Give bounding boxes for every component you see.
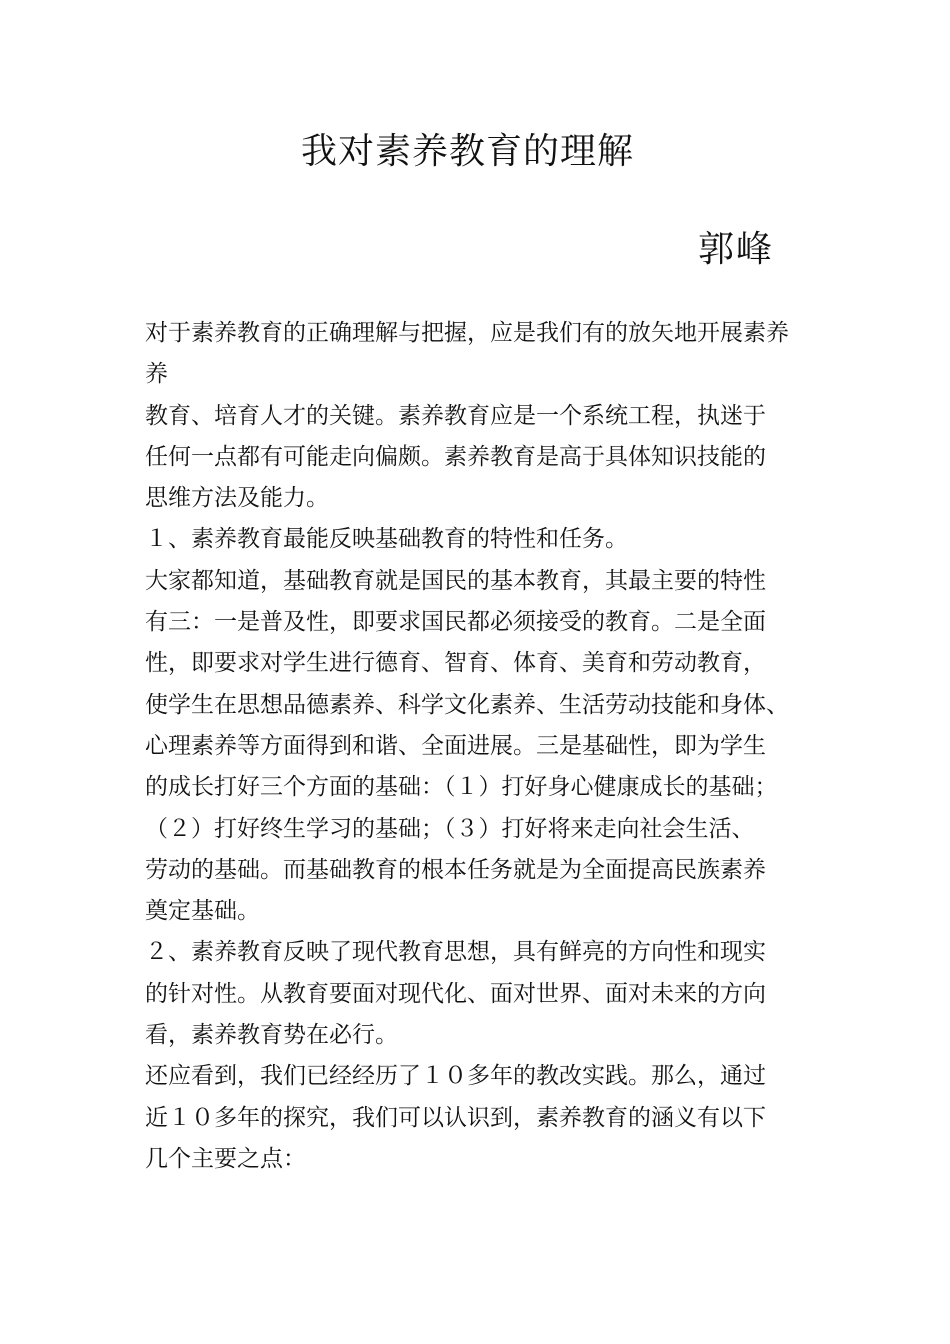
body-line: 使学生在思想品德素养、科学文化素养、生活劳动技能和身体、	[145, 691, 789, 718]
body-line: 看，素养教育势在必行。	[145, 1022, 398, 1049]
body-line: 养	[145, 361, 168, 388]
body-line: 劳动的基础。而基础教育的根本任务就是为全面提高民族素养	[145, 856, 766, 883]
body-line: 还应看到，我们已经经历了１０多年的教改实践。那么，通过	[145, 1063, 766, 1090]
body-line: ２、素养教育反映了现代教育思想，具有鲜亮的方向性和现实	[145, 939, 766, 966]
body-line: 心理素养等方面得到和谐、全面进展。三是基础性，即为学生	[145, 732, 766, 759]
body-line: 任何一点都有可能走向偏颇。素养教育是高于具体知识技能的	[145, 443, 766, 470]
body-line: 有三：一是普及性，即要求国民都必须接受的教育。二是全面	[145, 609, 766, 636]
body-line: （２）打好终生学习的基础；（３）打好将来走向社会生活、	[145, 815, 755, 842]
document-title: 我对素养教育的理解	[300, 131, 634, 172]
body-line: 对于素养教育的正确理解与把握，应是我们有的放矢地开展素养	[145, 320, 789, 346]
body-line: 大家都知道，基础教育就是国民的基本教育，其最主要的特性	[145, 567, 766, 594]
document-author: 郭峰	[698, 229, 775, 270]
body-line: 几个主要之点：	[145, 1145, 306, 1172]
body-line: 教育、培育人才的关键。素养教育应是一个系统工程，执迷于	[145, 402, 766, 429]
body-line: 奠定基础。	[145, 898, 260, 925]
body-line: １、素养教育最能反映基础教育的特性和任务。	[145, 526, 628, 553]
body-line: 性，即要求对学生进行德育、智育、体育、美育和劳动教育，	[145, 650, 766, 677]
document-body	[145, 313, 825, 1180]
body-line: 思维方法及能力。	[145, 485, 329, 512]
body-line: 近１０多年的探究，我们可以认识到，素养教育的涵义有以下	[145, 1104, 766, 1131]
body-line: 的成长打好三个方面的基础：（１）打好身心健康成长的基础；	[145, 774, 778, 801]
body-line: 的针对性。从教育要面对现代化、面对世界、面对未来的方向	[145, 980, 766, 1007]
